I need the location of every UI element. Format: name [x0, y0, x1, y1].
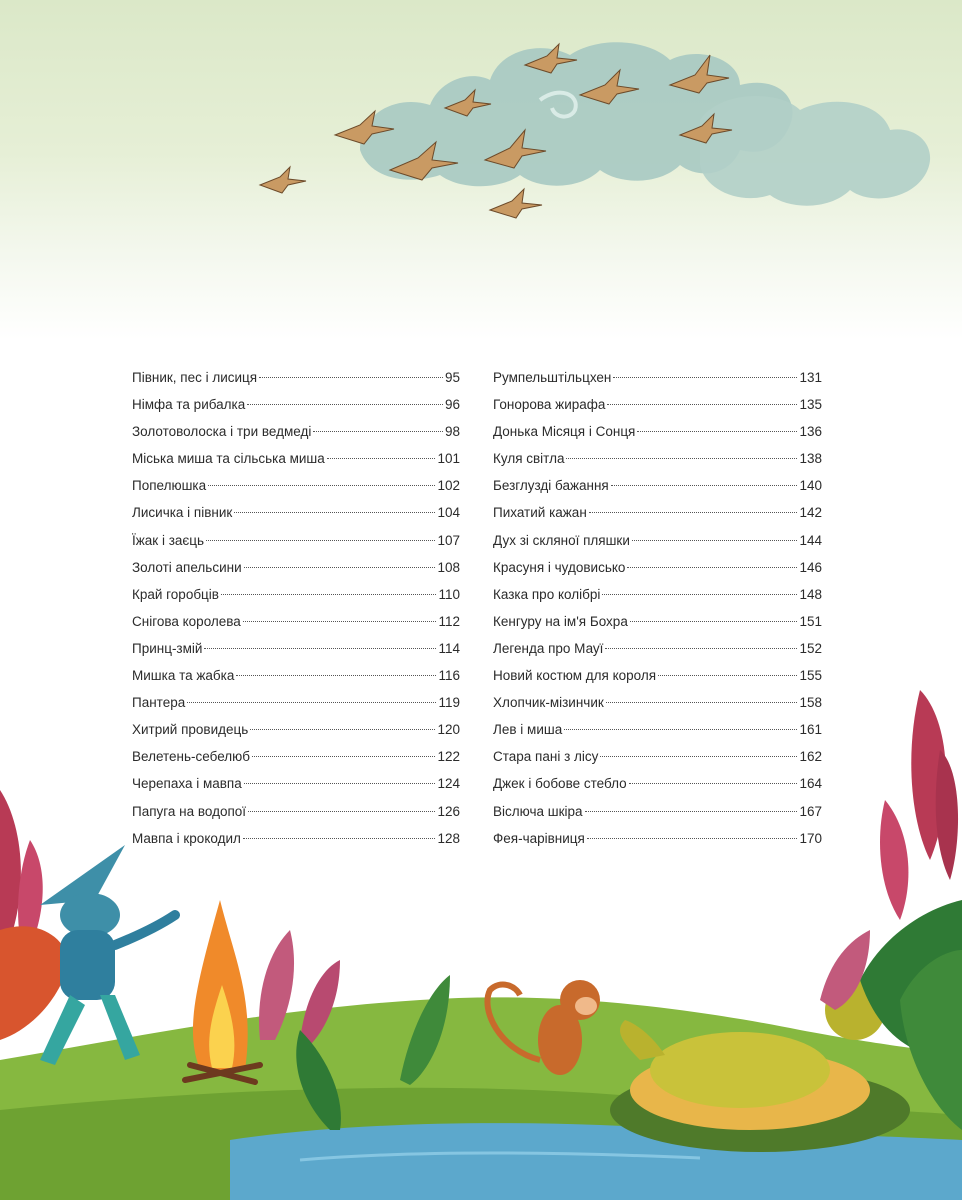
toc-entry-page: 126: [437, 803, 460, 819]
toc-entry: [493, 472, 822, 499]
toc-entry: [493, 527, 822, 554]
toc-entry-page: 170: [799, 830, 822, 846]
toc-dot-leader: [252, 755, 435, 757]
toc-dot-leader: [602, 593, 797, 595]
toc-entry-title: Лисичка і півник: [132, 505, 233, 521]
toc-entry-page: 136: [799, 424, 822, 440]
toc-dot-leader: [234, 511, 435, 513]
toc-entry-title: Лев і миша: [493, 722, 563, 738]
toc-entry-page: 101: [437, 451, 460, 467]
toc-entry-title: Пихатий кажан: [493, 505, 587, 521]
toc-entry-title: Папуга на водопої: [132, 803, 247, 819]
toc-entry: [132, 716, 460, 743]
toc-dot-leader: [587, 837, 798, 839]
toc-entry-title: Красуня і чудовисько: [493, 559, 626, 575]
toc-entry: [132, 391, 460, 418]
toc-entry-page: 155: [799, 668, 822, 684]
toc-dot-leader: [607, 403, 797, 405]
toc-entry-title: Дух зі скляної пляшки: [493, 532, 630, 548]
toc-dot-leader: [629, 782, 798, 784]
toc-dot-leader: [327, 457, 436, 459]
toc-dot-leader: [243, 837, 436, 839]
toc-entry-title: Їжак і заєць: [132, 532, 205, 548]
toc-entry-page: 116: [438, 668, 460, 684]
right-plants: [820, 690, 962, 1130]
toc-dot-leader: [187, 701, 436, 703]
toc-entry-page: 119: [438, 695, 460, 711]
toc-entry-page: 95: [444, 370, 460, 385]
toc-entry-title: Принц-змій: [132, 640, 203, 656]
toc-entry: [493, 825, 822, 852]
toc-dot-leader: [244, 782, 436, 784]
toc-entry-title: Попелюшка: [132, 478, 207, 494]
toc-entry-title: Півник, пес і лисиця: [132, 370, 258, 385]
toc-entry: [493, 364, 822, 391]
toc-entry-title: Безглузді бажання: [493, 478, 609, 494]
toc-entry-page: 96: [444, 397, 460, 413]
toc-entry-title: Стара пані з лісу: [493, 749, 599, 765]
toc-entry-page: 158: [799, 695, 822, 711]
toc-dot-leader: [589, 511, 798, 513]
toc-entry-page: 162: [799, 749, 822, 765]
toc-dot-leader: [208, 484, 435, 486]
toc-dot-leader: [630, 620, 798, 622]
toc-dot-leader: [248, 810, 435, 812]
toc-entry: [132, 770, 460, 797]
toc-entry-title: Хлопчик-мізинчик: [493, 695, 604, 711]
toc-entry-title: Черепаха і мавпа: [132, 776, 242, 792]
toc-entry-page: 148: [799, 586, 822, 602]
toc-entry-page: 124: [437, 776, 460, 792]
toc-entry-title: Мавпа і крокодил: [132, 830, 241, 846]
toc-entry-page: 151: [799, 613, 822, 629]
toc-entry-title: Румпельштільцхен: [493, 370, 612, 385]
toc-entry: [132, 581, 460, 608]
wizard-illustration: [0, 845, 175, 1065]
toc-entry: [493, 716, 822, 743]
toc-entry: [132, 743, 460, 770]
toc-entry: [132, 364, 460, 391]
toc-dot-leader: [611, 484, 798, 486]
toc-dot-leader: [658, 674, 797, 676]
toc-column-right: [493, 364, 822, 852]
toc-entry-title: Казка про колібрі: [493, 586, 601, 602]
toc-entry: [493, 635, 822, 662]
toc-entry: [132, 689, 460, 716]
toc-entry-title: Новий костюм для короля: [493, 668, 657, 684]
toc-entry: [493, 554, 822, 581]
toc-entry: [132, 662, 460, 689]
toc-entry-title: Легенда про Мауї: [493, 640, 604, 656]
toc-entry-title: Німфа та рибалка: [132, 397, 246, 413]
toc-dot-leader: [259, 376, 443, 378]
toc-dot-leader: [627, 566, 797, 568]
toc-entry-page: 140: [799, 478, 822, 494]
toc-dot-leader: [613, 376, 797, 378]
toc-entry: [132, 635, 460, 662]
toc-entry: [493, 391, 822, 418]
toc-entry: [132, 472, 460, 499]
toc-entry-page: 122: [437, 749, 460, 765]
toc-entry-page: 135: [799, 397, 822, 413]
toc-dot-leader: [585, 810, 798, 812]
toc-entry-title: Золоті апельсини: [132, 559, 242, 575]
toc-entry-title: Мишка та жабка: [132, 668, 235, 684]
campfire-illustration: [185, 900, 260, 1082]
toc-entry: [493, 662, 822, 689]
toc-entry-page: 164: [799, 776, 822, 792]
toc-entry: [132, 499, 460, 526]
toc-entry-page: 131: [799, 370, 822, 385]
toc-entry: [132, 798, 460, 825]
toc-entry: [132, 608, 460, 635]
toc-dot-leader: [605, 647, 797, 649]
toc-entry: [132, 825, 460, 852]
toc-dot-leader: [637, 430, 797, 432]
toc-dot-leader: [206, 539, 435, 541]
toc-dot-leader: [632, 539, 798, 541]
toc-entry: [493, 743, 822, 770]
toc-column-left: [132, 364, 460, 852]
monkey-illustration: [487, 980, 600, 1075]
toc-entry-page: 167: [799, 803, 822, 819]
toc-entry-title: Джек і бобове стебло: [493, 776, 627, 792]
toc-entry-title: Пантера: [132, 695, 186, 711]
toc-entry-page: 114: [438, 640, 460, 656]
toc-entry-page: 144: [799, 532, 822, 548]
toc-entry: [132, 527, 460, 554]
toc-entry: [493, 499, 822, 526]
toc-entry-title: Хитрий провидець: [132, 722, 249, 738]
toc-dot-leader: [313, 430, 443, 432]
toc-dot-leader: [566, 457, 797, 459]
toc-entry-page: 120: [437, 722, 460, 738]
toc-dot-leader: [600, 755, 797, 757]
toc-entry-page: 112: [438, 613, 460, 629]
toc-entry-page: 128: [437, 830, 460, 846]
toc-entry-title: Кенгуру на ім'я Бохра: [493, 613, 628, 629]
toc-entry-title: Край горобців: [132, 586, 219, 602]
toc-dot-leader: [244, 566, 436, 568]
toc-entry: [493, 798, 822, 825]
toc-entry-title: Снігова королева: [132, 613, 241, 629]
toc-dot-leader: [204, 647, 436, 649]
turtle-illustration: [610, 980, 910, 1152]
toc-entry-title: Куля світла: [493, 451, 565, 467]
toc-entry: [132, 445, 460, 472]
toc-entry-page: 108: [437, 559, 460, 575]
toc-entry-page: 104: [437, 505, 460, 521]
toc-entry-page: 138: [799, 451, 822, 467]
pond: [230, 1123, 962, 1200]
toc-entry: [493, 418, 822, 445]
toc-entry: [493, 608, 822, 635]
toc-entry: [493, 689, 822, 716]
toc-entry-title: Фея-чарівниця: [493, 830, 585, 846]
meadow-illustration: [0, 997, 962, 1200]
toc-dot-leader: [243, 620, 437, 622]
toc-entry-page: 102: [437, 478, 460, 494]
toc-entry-page: 110: [438, 586, 460, 602]
toc-dot-leader: [221, 593, 437, 595]
toc-entry: [493, 770, 822, 797]
toc-entry-page: 146: [799, 559, 822, 575]
toc-entry: [493, 581, 822, 608]
toc-dot-leader: [564, 728, 797, 730]
toc-dot-leader: [247, 403, 443, 405]
toc-dot-leader: [236, 674, 436, 676]
toc-entry-title: Гонорова жирафа: [493, 397, 606, 413]
toc-entry: [493, 445, 822, 472]
toc-entry-page: 98: [444, 424, 460, 440]
toc-dot-leader: [606, 701, 798, 703]
toc-entry-title: Віслюча шкіра: [493, 803, 583, 819]
toc-entry-title: Золотоволоска і три ведмеді: [132, 424, 312, 440]
toc-entry-title: Міська миша та сільська миша: [132, 451, 325, 467]
toc-entry-page: 107: [437, 532, 460, 548]
toc-entry: [132, 554, 460, 581]
toc-entry-title: Велетень-себелюб: [132, 749, 251, 765]
toc-entry-page: 142: [799, 505, 822, 521]
toc-entry-title: Донька Місяця і Сонця: [493, 424, 636, 440]
toc-entry-page: 152: [799, 640, 822, 656]
toc-entry-page: 161: [799, 722, 822, 738]
toc-dot-leader: [250, 728, 435, 730]
toc-entry: [132, 418, 460, 445]
sky-background: [0, 0, 962, 340]
